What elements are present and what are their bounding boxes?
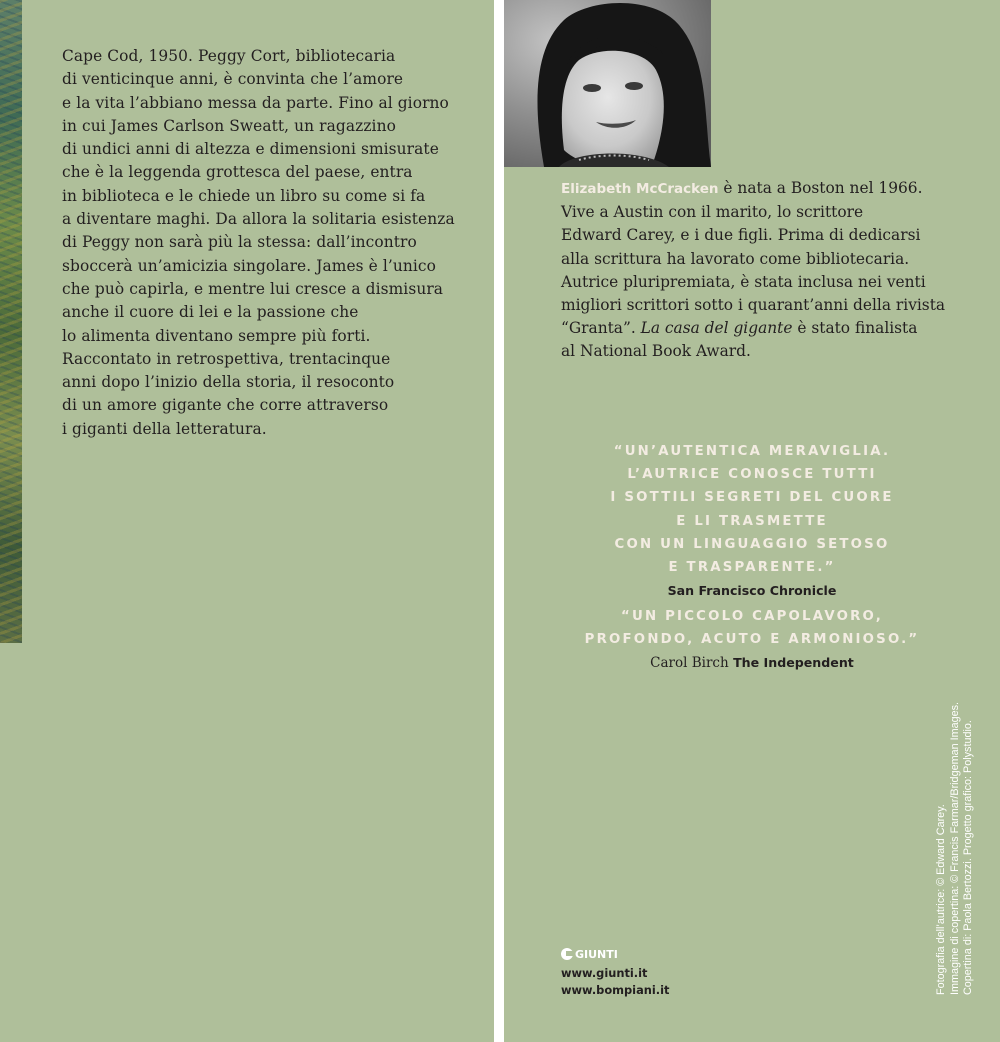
quote-line: PROFONDO, ACUTO E ARMONIOSO.” <box>584 632 920 648</box>
giunti-url-link[interactable]: www.giunti.it <box>561 966 648 980</box>
quote-line: E LI TRASMETTE <box>676 513 828 529</box>
synopsis-line: Raccontato in retrospettiva, trentacinque <box>62 349 391 368</box>
quote-line: I SOTTILI SEGRETI DEL CUORE <box>610 490 894 506</box>
author-portrait-image <box>504 0 711 167</box>
quote-line: E TRASPARENTE.” <box>668 560 836 576</box>
quote-source: San Francisco Chronicle <box>667 583 837 599</box>
cover-art-strip <box>0 0 22 643</box>
credit-line: Copertina di: Paola Bertozzi. Progetto grafico: Polystudio. <box>962 720 974 995</box>
synopsis-line: che è la leggenda grottesca del paese, entra <box>62 163 413 182</box>
synopsis-line: in cui James Carlson Sweatt, un ragazzino <box>62 116 396 135</box>
quote-line: CON UN LINGUAGGIO SETOSO <box>614 536 890 552</box>
quote-source-author: Carol Birch <box>650 655 729 672</box>
bio-line: alla scrittura ha lavorato come bibliotecaria. <box>561 249 910 268</box>
synopsis-line: e la vita l’abbiano messa da parte. Fino al giorno <box>62 93 449 112</box>
synopsis-line: di undici anni di altezza e dimensioni smisurate <box>62 140 439 159</box>
synopsis-line: anni dopo l’inizio della storia, il resoconto <box>62 373 395 392</box>
bio-line: al National Book Award. <box>561 342 751 361</box>
image-credits <box>935 702 976 995</box>
review-quote <box>504 605 1000 674</box>
bio-line: Vive a Austin con il marito, lo scrittore <box>561 203 864 222</box>
synopsis-text <box>62 45 462 441</box>
synopsis-line: di venticinque anni, è convinta che l’amore <box>62 70 404 89</box>
synopsis-line: a diventare maghi. Da allora la solitaria esistenza <box>62 210 455 229</box>
quote-source: Carol Birch The Independent <box>650 655 854 672</box>
bio-line: migliori scrittori sotto i quarant’anni della rivista <box>561 296 946 315</box>
synopsis-line: i giganti della letteratura. <box>62 419 267 438</box>
synopsis-line: di un amore gigante che corre attraverso <box>62 396 389 415</box>
synopsis-line: in biblioteca e le chiede un libro su come si fa <box>62 186 426 205</box>
bio-line: Edward Carey, e i due figli. Prima di dedicarsi <box>561 226 921 245</box>
bompiani-url-link[interactable]: www.bompiani.it <box>561 983 670 997</box>
author-bio <box>561 177 981 364</box>
synopsis-line: di Peggy non sarà più la stessa: dall’incontro <box>62 233 417 252</box>
giunti-logo-icon <box>561 948 573 960</box>
credit-line: Fotografia dell’autrice: © Edward Carey. <box>935 804 947 995</box>
bio-first-line: Elizabeth McCracken è nata a Boston nel 1966. <box>561 179 923 197</box>
synopsis-line: che può capirla, e mentre lui cresce a dismisura <box>62 279 444 298</box>
book-title: La casa del gigante <box>640 319 793 338</box>
credit-line: Immagine di copertina: © Francis Farmar/Bridgeman Images. <box>948 702 961 995</box>
giunti-logo: GIUNTI <box>561 944 618 964</box>
synopsis-line: lo alimenta diventano sempre più forti. <box>62 326 371 345</box>
review-quote <box>504 440 1000 602</box>
synopsis-line: sboccerà un’amicizia singolare. James è l’unico <box>62 256 437 275</box>
quote-line: “UN PICCOLO CAPOLAVORO, <box>621 609 883 624</box>
quote-line: L’AUTRICE CONOSCE TUTTI <box>627 467 877 483</box>
bio-line: Autrice pluripremiata, è stata inclusa nei venti <box>561 272 926 291</box>
quote-line: “UN’AUTENTICA MERAVIGLIA. <box>613 444 891 459</box>
back-flap-panel <box>0 0 494 1042</box>
synopsis-line: anche il cuore di lei e la passione che <box>62 303 359 322</box>
author-photo <box>504 0 711 167</box>
synopsis-line: Cape Cod, 1950. Peggy Cort, bibliotecaria <box>62 47 396 65</box>
author-name: Elizabeth McCracken <box>561 181 719 197</box>
bio-line: “Granta”. La casa del gigante è stato finalista <box>561 319 918 338</box>
